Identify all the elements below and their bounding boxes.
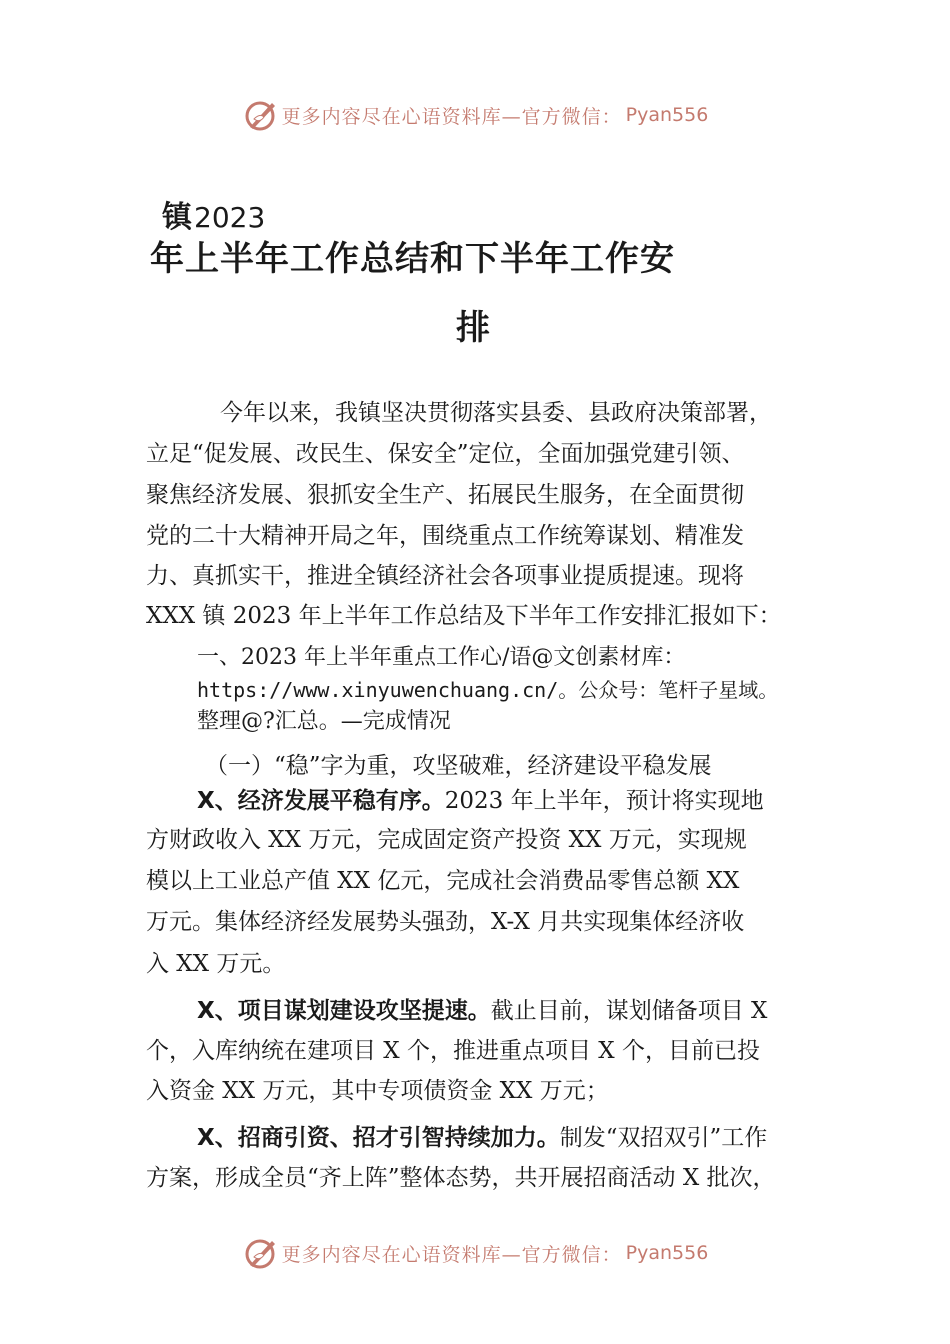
- body-line: 党的二十大精神开局之年，围绕重点工作统筹谋划、精准发: [146, 523, 744, 549]
- body-line: 力、真抓实干，推进全镇经济社会各项事业提质提速。现将: [146, 563, 744, 589]
- body-line: 入资金 XX 万元，其中专项债资金 XX 万元；: [146, 1078, 609, 1104]
- title-town: 镇: [162, 200, 192, 235]
- watermark-bottom: [0, 1233, 950, 1273]
- body-line: 万元。集体经济经发展势头强劲，X-X 月共实现集体经济收: [146, 909, 745, 935]
- title-line-3: 排: [456, 308, 490, 348]
- title-year: 2023: [194, 201, 266, 234]
- item-2-first-line: [197, 996, 767, 1026]
- watermark-top: [0, 95, 950, 135]
- section-heading: 一、2023 年上半年重点工作心/语@文创素材库：: [197, 645, 686, 670]
- body-line: 聚焦经济发展、狠抓安全生产、拓展民生服务，在全面贯彻: [146, 482, 744, 508]
- body-line: 模以上工业总产值 XX 亿元，完成社会消费品零售总额 XX: [146, 868, 740, 894]
- item-3-first-line: [197, 1123, 767, 1153]
- body-line: 方案，形成全员“齐上阵”整体态势，共开展招商活动 X 批次，: [146, 1165, 776, 1191]
- body-line: 方财政收入 XX 万元，完成固定资产投资 XX 万元，实现规: [146, 827, 747, 853]
- watermark-text: 更多内容尽在心语资料库—官方微信：: [281, 105, 622, 128]
- subheading: （一）“稳”字为重，攻坚破难，经济建设平稳发展: [205, 753, 712, 779]
- item-1-text: 2023 年上半年，预计将实现地: [444, 788, 764, 814]
- item-1-head: X、经济发展平稳有序。: [197, 788, 445, 814]
- body-line: 个，入库纳统在建项目 X 个，推进重点项目 X 个，目前已投: [146, 1038, 760, 1064]
- section-heading-end: 整理@?汇总。—完成情况: [197, 709, 451, 734]
- item-3-head: X、招商引资、招才引智持续加力。: [197, 1125, 560, 1151]
- body-line: XXX 镇 2023 年上半年工作总结及下半年工作安排汇报如下：: [146, 603, 782, 629]
- title-line-2: 年上半年工作总结和下半年工作安: [150, 239, 675, 279]
- watermark-id: Pyan556: [625, 1242, 709, 1264]
- watermark-text: 更多内容尽在心语资料库—官方微信：: [281, 1243, 622, 1266]
- pen-logo-icon: [242, 97, 278, 133]
- title-line-1: [162, 192, 265, 236]
- body-line: 立足“促发展、改民生、保安全”定位，全面加强党建引领、: [146, 441, 745, 467]
- item-3-text: 制发“双招双引”工作: [559, 1125, 768, 1151]
- section-url-line: https://www.xinyuwenchuang.cn/。公众号：笔杆子星域。: [197, 678, 779, 702]
- item-1-first-line: [197, 786, 764, 816]
- watermark-id: Pyan556: [625, 104, 709, 126]
- body-line: 入 XX 万元。: [146, 951, 286, 977]
- body-line: 今年以来，我镇坚决贯彻落实县委、县政府决策部署，: [220, 400, 772, 426]
- item-2-head: X、项目谋划建设攻坚提速。: [197, 998, 491, 1024]
- pen-logo-icon: [242, 1235, 278, 1271]
- item-2-text: 截止目前，谋划储备项目 X: [490, 998, 768, 1024]
